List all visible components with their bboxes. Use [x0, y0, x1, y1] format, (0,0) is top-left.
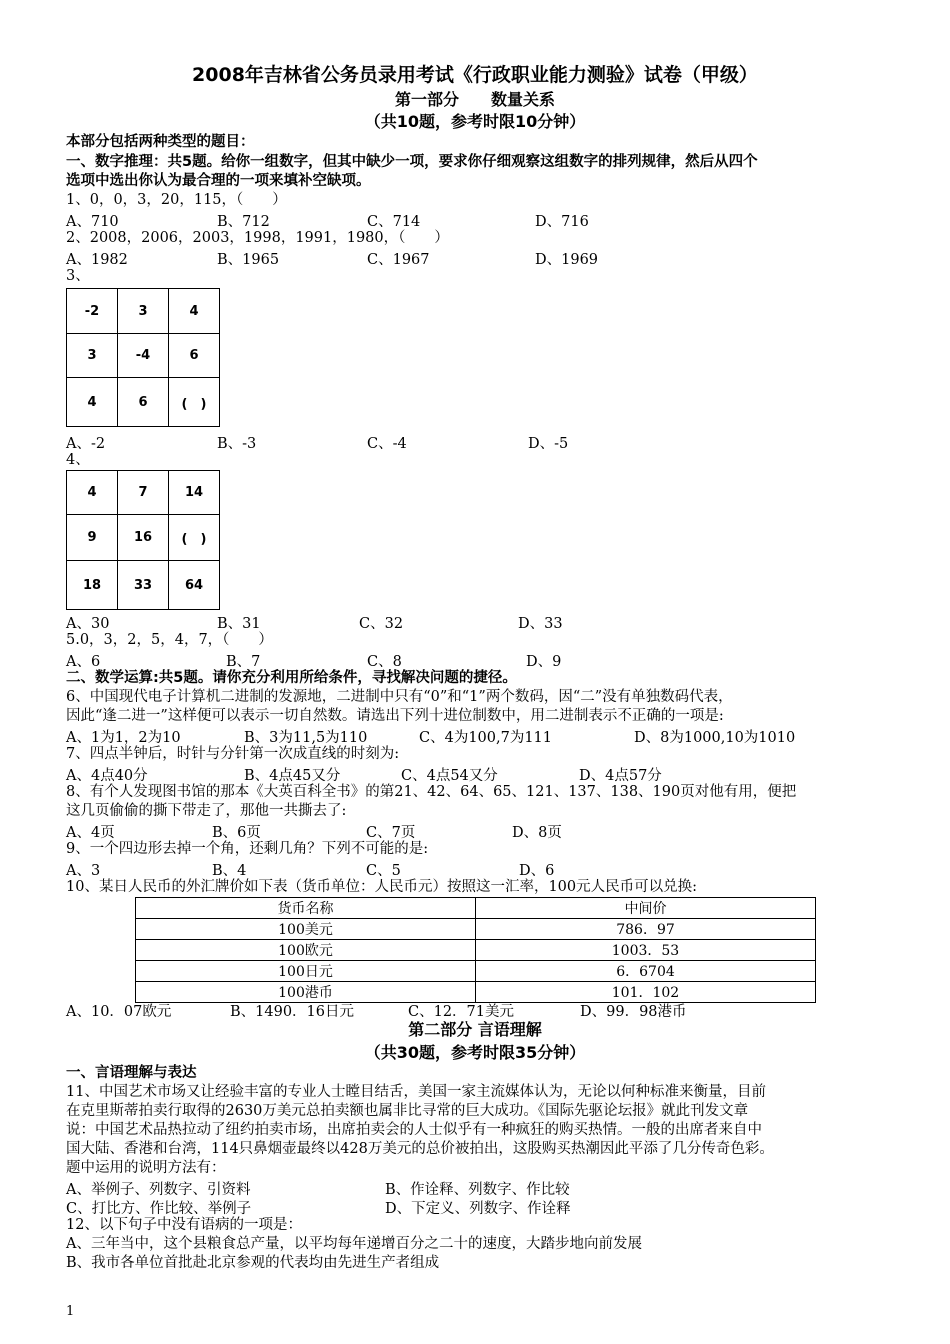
q3-cell: 4 — [169, 289, 220, 334]
q5-option-c[interactable]: C、8 — [367, 654, 402, 670]
q3-option-a[interactable]: A、-2 — [66, 436, 106, 452]
q1-option-b[interactable]: B、712 — [217, 214, 270, 230]
q11-option-d[interactable]: D、下定义、列数字、作诠释 — [385, 1201, 571, 1217]
q11-stem-line: 题中运用的说明方法有： — [66, 1160, 226, 1176]
q2-option-a[interactable]: A、1982 — [66, 252, 128, 268]
q12-stem: 12、以下句子中没有语病的一项是： — [66, 1217, 302, 1233]
q5-option-b[interactable]: B、7 — [226, 654, 261, 670]
q8-option-c[interactable]: C、7页 — [366, 825, 416, 841]
table-header-rate: 中间价 — [476, 898, 816, 919]
q7-option-a[interactable]: A、4点40分 — [66, 768, 148, 784]
q11-option-b[interactable]: B、作诠释、列数字、作比较 — [385, 1182, 570, 1198]
q4-cell: 7 — [118, 471, 169, 515]
q8-option-d[interactable]: D、8页 — [512, 825, 562, 841]
q2-option-c[interactable]: C、1967 — [367, 252, 430, 268]
part1-subheading: （共10题，参考时限10分钟） — [364, 112, 586, 131]
q3-cell: ( ) — [169, 378, 220, 427]
part2-subheading: （共30题，参考时限35分钟） — [364, 1043, 586, 1062]
q4-option-d[interactable]: D、33 — [518, 616, 563, 632]
table-header-row — [136, 898, 816, 919]
q12-option-a[interactable]: A、三年当中，这个县粮食总产量，以平均每年递增百分之二十的速度，大踏步地向前发展 — [66, 1236, 642, 1252]
q3-cell: -2 — [67, 289, 118, 334]
q3-cell: 6 — [118, 378, 169, 427]
q6-option-c[interactable]: C、4为100,7为111 — [419, 730, 553, 746]
q3-cell: 6 — [169, 334, 220, 378]
q4-cell: 18 — [67, 561, 118, 610]
table-row — [136, 919, 816, 940]
q11-option-a[interactable]: A、举例子、列数字、引资料 — [66, 1182, 251, 1198]
q10-option-b[interactable]: B、1490．16日元 — [230, 1004, 355, 1020]
table-row — [136, 940, 816, 961]
q12-option-b[interactable]: B、我市各单位首批赴北京参观的代表均由先进生产者组成 — [66, 1255, 440, 1271]
q8-option-b[interactable]: B、6页 — [212, 825, 261, 841]
q3-cell: 4 — [67, 378, 118, 427]
intro-text: 本部分包括两种类型的题目： — [66, 134, 255, 150]
q7-stem: 7、四点半钟后，时针与分针第一次成直线的时刻为: — [66, 746, 400, 762]
q4-option-b[interactable]: B、31 — [217, 616, 261, 632]
section1-line2: 选项中选出你认为最合理的一项来填补空缺项。 — [66, 173, 371, 189]
q6-option-b[interactable]: B、3为11,5为110 — [244, 730, 368, 746]
q1-stem: 1、0，0，3，20，115，（ ） — [66, 192, 287, 208]
q1-option-d[interactable]: D、716 — [535, 214, 589, 230]
part2-heading: 第二部分 言语理解 — [408, 1020, 542, 1039]
currency-rate: 101．102 — [476, 982, 816, 1003]
q4-option-a[interactable]: A、30 — [66, 616, 110, 632]
q7-option-b[interactable]: B、4点45又分 — [244, 768, 341, 784]
q9-option-d[interactable]: D、6 — [519, 863, 555, 879]
q4-option-c[interactable]: C、32 — [359, 616, 404, 632]
q2-option-b[interactable]: B、1965 — [217, 252, 280, 268]
q9-option-a[interactable]: A、3 — [66, 863, 101, 879]
q4-cell: ( ) — [169, 515, 220, 561]
q10-stem: 10、某日人民币的外汇牌价如下表（货币单位：人民币元）按照这一汇率，100元人民币可以兑换: — [66, 879, 698, 895]
q11-stem-line: 国大陆、香港和台湾，114只鼻烟壶最终以428万美元的总价被拍出，这股购买热潮因此平添了几分传奇色彩。 — [66, 1141, 774, 1157]
currency-name: 100美元 — [136, 919, 476, 940]
q1-option-a[interactable]: A、710 — [66, 214, 119, 230]
q6-stem-line2: 因此“逢二进一”这样便可以表示一切自然数。请选出下列十进位制数中，用二进制表示不正确的一项是: — [66, 708, 724, 724]
q6-option-a[interactable]: A、1为1，2为10 — [66, 730, 181, 746]
table-row — [136, 961, 816, 982]
q11-stem-line: 说：中国艺术品热拉动了纽约拍卖市场，出席拍卖会的人士似乎有一种疯狂的购买热情。一般的出席者来自中 — [66, 1122, 762, 1138]
q9-stem: 9、一个四边形去掉一个角，还剩几角？下列不可能的是: — [66, 841, 429, 857]
q4-cell: 33 — [118, 561, 169, 610]
table-header-currency: 货币名称 — [136, 898, 476, 919]
q9-option-b[interactable]: B、4 — [212, 863, 247, 879]
q3-stem: 3、 — [66, 268, 90, 284]
section3-heading: 一、言语理解与表达 — [66, 1065, 197, 1081]
q1-option-c[interactable]: C、714 — [367, 214, 421, 230]
currency-name: 100欧元 — [136, 940, 476, 961]
q3-option-c[interactable]: C、-4 — [367, 436, 407, 452]
q4-cell: 9 — [67, 515, 118, 561]
page-number: 1 — [66, 1304, 75, 1319]
q4-cell: 16 — [118, 515, 169, 561]
q4-stem: 4、 — [66, 452, 90, 468]
q4-cell: 14 — [169, 471, 220, 515]
q3-cell: 3 — [118, 289, 169, 334]
currency-name: 100日元 — [136, 961, 476, 982]
q5-option-d[interactable]: D、9 — [526, 654, 562, 670]
exchange-rate-table — [135, 897, 816, 1003]
currency-rate: 6．6704 — [476, 961, 816, 982]
q8-stem-line2: 这几页偷偷的撕下带走了，那他一共撕去了: — [66, 803, 347, 819]
q3-option-d[interactable]: D、-5 — [528, 436, 569, 452]
q3-cell: -4 — [118, 334, 169, 378]
q9-option-c[interactable]: C、5 — [366, 863, 401, 879]
currency-name: 100港币 — [136, 982, 476, 1003]
q10-option-d[interactable]: D、99．98港币 — [580, 1004, 687, 1020]
q8-stem-line1: 8、有个人发现图书馆的那本《大英百科全书》的第21、42、64、65、121、137、138、190页对他有用，便把 — [66, 784, 797, 800]
q6-stem-line1: 6、中国现代电子计算机二进制的发源地，二进制中只有“0”和“1”两个数码，因“二”没有单独数码代表， — [66, 689, 733, 705]
q8-option-a[interactable]: A、4页 — [66, 825, 115, 841]
exam-title: 2008年吉林省公务员录用考试《行政职业能力测验》试卷（甲级） — [192, 64, 758, 86]
q4-number-grid — [66, 470, 220, 610]
currency-rate: 1003．53 — [476, 940, 816, 961]
q2-option-d[interactable]: D、1969 — [535, 252, 599, 268]
q11-option-c[interactable]: C、打比方、作比较、举例子 — [66, 1201, 252, 1217]
q5-option-a[interactable]: A、6 — [66, 654, 101, 670]
q3-cell: 3 — [67, 334, 118, 378]
q10-option-a[interactable]: A、10．07欧元 — [66, 1004, 172, 1020]
q11-stem-line: 在克里斯蒂拍卖行取得的2630万美元总拍卖额也属非比寻常的巨大成功。《国际先驱论坛报》就此刊发文章 — [66, 1103, 749, 1119]
q6-option-d[interactable]: D、8为1000,10为1010 — [634, 730, 796, 746]
q3-number-grid — [66, 288, 220, 427]
q4-cell: 64 — [169, 561, 220, 610]
q10-option-c[interactable]: C、12．71美元 — [408, 1004, 514, 1020]
q5-stem: 5.0，3，2，5，4，7，（ ） — [66, 632, 273, 648]
currency-rate: 786．97 — [476, 919, 816, 940]
q7-option-c[interactable]: C、4点54又分 — [401, 768, 498, 784]
q7-option-d[interactable]: D、4点57分 — [579, 768, 662, 784]
q4-cell: 4 — [67, 471, 118, 515]
q3-option-b[interactable]: B、-3 — [217, 436, 257, 452]
section1-line1: 一、数字推理：共5题。给你一组数字，但其中缺少一项，要求你仔细观察这组数字的排列规律，然后从四个 — [66, 154, 758, 170]
part1-heading: 第一部分 数量关系 — [394, 90, 555, 109]
q11-stem-line: 11、中国艺术市场又让经验丰富的专业人士瞠目结舌，美国一家主流媒体认为，无论以何种标准来衡量，目前 — [66, 1084, 766, 1100]
q2-stem: 2、2008，2006，2003，1998，1991，1980，（ ） — [66, 230, 449, 246]
section2-heading: 二、数学运算:共5题。请你充分利用所给条件，寻找解决问题的捷径。 — [66, 670, 517, 686]
